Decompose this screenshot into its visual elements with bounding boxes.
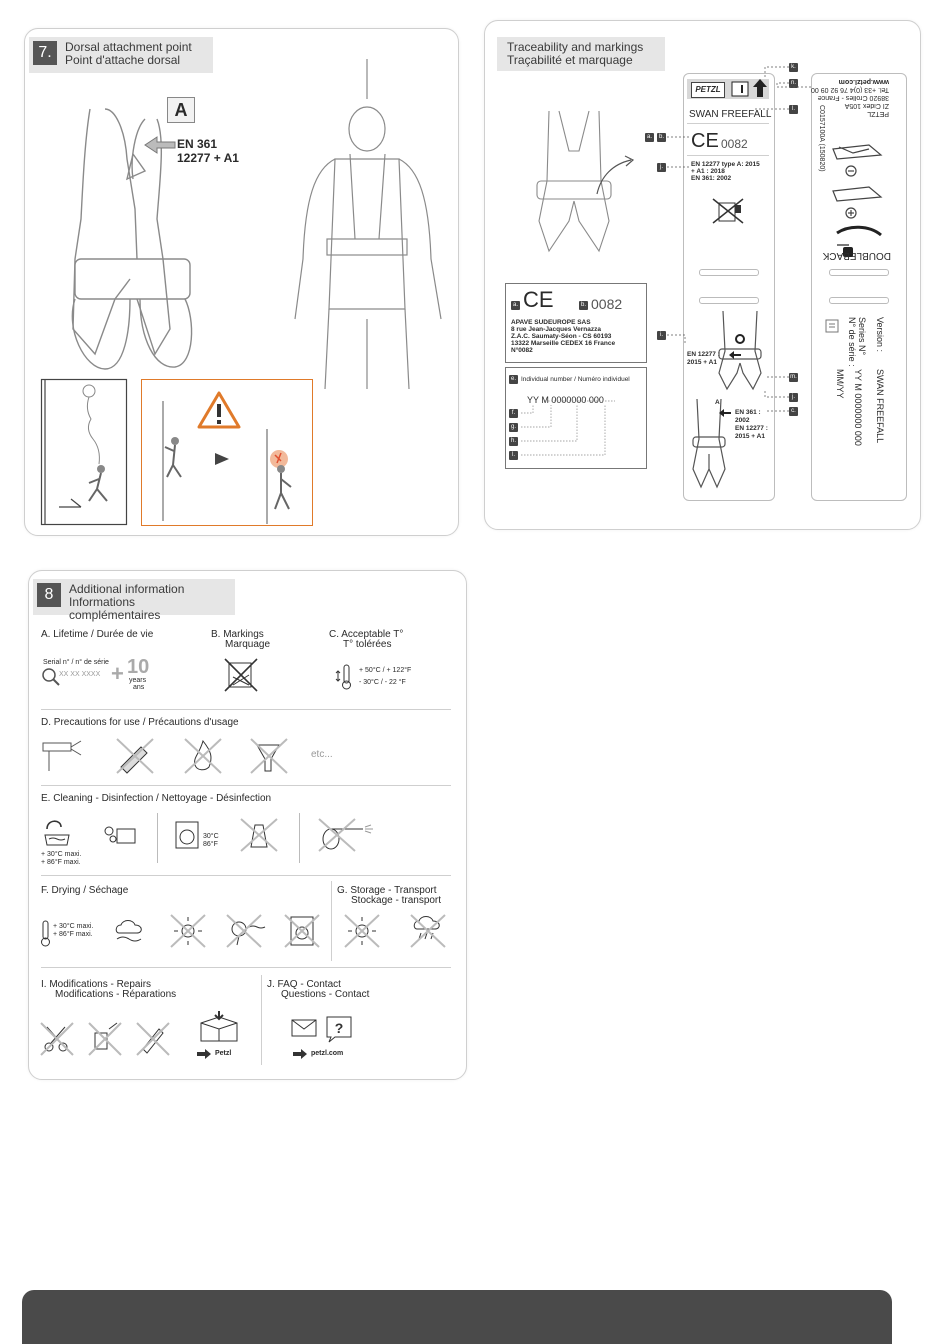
temp-hot: + 50°C / + 122°F bbox=[359, 667, 412, 674]
series-label-2: N° de série : bbox=[847, 317, 857, 367]
point-letter-box: A bbox=[167, 97, 195, 123]
manufacture-date: MM/YY bbox=[835, 369, 845, 399]
tag-a: a. bbox=[646, 134, 652, 140]
no-dryer-machine-icon bbox=[283, 913, 321, 949]
tag-m: m. bbox=[790, 374, 797, 380]
apave-line-4: 13322 Marseille CEDEX 16 France bbox=[511, 340, 616, 347]
reference-code: C0157100A (150820) bbox=[818, 105, 825, 172]
envelope-icon bbox=[291, 1019, 317, 1037]
tag-f: f. bbox=[509, 409, 518, 418]
modif-title-en: I. Modifications - Repairs bbox=[41, 979, 152, 990]
lifetime-plus: + bbox=[111, 661, 124, 686]
no-chemicals-icon bbox=[249, 737, 289, 775]
wash-temp-f: 86°F bbox=[203, 841, 218, 848]
strip-norm-12277-a1: 2015 + A1 bbox=[687, 359, 717, 366]
section-number: 8 bbox=[37, 583, 61, 607]
markings-title-fr: Marquage bbox=[225, 639, 271, 650]
tag-a-apave: a. bbox=[512, 302, 518, 308]
tag-j: j. bbox=[789, 393, 798, 402]
address-3: 38920 Crolles - France bbox=[817, 94, 889, 101]
strip-norm-361: EN 361 : bbox=[735, 409, 761, 416]
storage-title-en: G. Storage - Transport bbox=[337, 885, 437, 896]
tag-i: i. bbox=[657, 331, 666, 340]
no-sewing-icon bbox=[87, 1021, 123, 1057]
air-dry-icon bbox=[113, 919, 147, 945]
doubleback-label: DOUBLEBACK bbox=[822, 250, 891, 261]
version-value: SWAN FREEFALL bbox=[875, 369, 885, 444]
individual-number-label: Individual number / Numéro individuel bbox=[521, 376, 630, 383]
section-8-panel bbox=[28, 570, 467, 1080]
series-value: YY M 0000000 000 bbox=[853, 369, 863, 446]
arrow-icon bbox=[145, 137, 175, 153]
norm-en361: EN 361 bbox=[177, 137, 218, 151]
fall-arrest-diagram bbox=[41, 379, 127, 525]
drying-temp-f: + 86°F maxi. bbox=[53, 931, 93, 938]
tag-l-ind: l. bbox=[509, 451, 518, 460]
apave-line-5: N°0082 bbox=[511, 347, 533, 354]
series-label-1: Series N° bbox=[857, 317, 867, 356]
traceability-title-fr: Traçabilité et marquage bbox=[507, 53, 633, 67]
section-number: 7. bbox=[33, 41, 57, 65]
person-back-illustration bbox=[295, 59, 465, 389]
section-7-header bbox=[29, 37, 213, 73]
label-slot bbox=[829, 269, 889, 276]
faq-title-fr: Questions - Contact bbox=[281, 989, 370, 1000]
section-title-en: Additional information bbox=[69, 582, 185, 596]
apave-line-1: APAVE SUDEUROPE SAS bbox=[511, 319, 591, 326]
magnifier-icon bbox=[41, 667, 61, 687]
strip-norm-12277-b-a1: 2015 + A1 bbox=[735, 433, 765, 440]
strip-norm-361-year: 2002 bbox=[735, 417, 750, 424]
tag-b-apave: b. bbox=[580, 302, 586, 308]
serial-label: Serial n° / n° de série bbox=[43, 659, 109, 666]
temp-title-fr: T° tolérées bbox=[343, 639, 392, 650]
no-engraving-icon bbox=[223, 657, 259, 693]
precautions-title: D. Precautions for use / Précautions d'usage bbox=[41, 717, 239, 728]
tag-g: g. bbox=[510, 424, 516, 430]
lifetime-years-en: years bbox=[129, 677, 147, 684]
version-label: Version : bbox=[875, 317, 885, 353]
norms-line-3: EN 361: 2002 bbox=[691, 175, 732, 182]
section-8-header bbox=[33, 579, 235, 622]
petzl-web: www.petzl.com bbox=[838, 78, 889, 85]
tag-j: j. bbox=[657, 163, 666, 172]
apave-ce-mark: CE bbox=[523, 287, 554, 312]
thermometer-icon bbox=[39, 919, 53, 949]
question-bubble-icon bbox=[325, 1015, 353, 1043]
address-4: Tel. +33 (0)4 76 92 09 00 bbox=[810, 86, 889, 93]
no-sun-icon bbox=[343, 913, 381, 949]
tag-e: e. bbox=[510, 376, 516, 382]
cleaning-title: E. Cleaning - Disinfection / Nettoyage - Désinfection bbox=[41, 793, 272, 804]
faq-title-en: J. FAQ - Contact bbox=[267, 979, 341, 990]
drying-temp-c: + 30°C maxi. bbox=[53, 923, 94, 930]
no-hairdryer-icon bbox=[225, 913, 267, 949]
thermometer-icon bbox=[335, 663, 355, 691]
section-title-fr: Informations complémentaires bbox=[69, 595, 161, 622]
address-2: ZI Cidex 105A bbox=[844, 102, 889, 109]
info-icon bbox=[825, 319, 839, 333]
ce-mark: CE bbox=[691, 130, 719, 152]
apave-line-2: 8 rue Jean-Jacques Vernazza bbox=[511, 326, 601, 333]
no-pressure-washer-icon bbox=[317, 817, 379, 853]
precautions-etc: etc... bbox=[311, 749, 333, 760]
label-slot bbox=[829, 297, 889, 304]
no-fire-icon bbox=[183, 737, 223, 775]
traceability-title-en: Traceability and markings bbox=[507, 40, 644, 54]
footer-bar bbox=[22, 1290, 892, 1344]
no-marker-icon bbox=[135, 1021, 171, 1057]
storage-title-fr: Stockage - transport bbox=[351, 895, 442, 906]
apave-line-3: Z.A.C. Saumaty-Séon - CS 60193 bbox=[511, 333, 612, 340]
ce-number: 0082 bbox=[721, 137, 748, 151]
temp-title-en: C. Acceptable T° bbox=[329, 629, 404, 640]
right-arrow-icon bbox=[293, 1049, 307, 1059]
no-scissors-icon bbox=[39, 1021, 75, 1057]
no-sun-icon bbox=[169, 913, 207, 949]
lifetime-years-number: 10 bbox=[127, 656, 150, 678]
buckle-diagram-icon bbox=[829, 141, 889, 261]
cleaning-temp-f: + 86°F maxi. bbox=[41, 859, 81, 866]
norm-12277: 12277 + A1 bbox=[177, 151, 239, 165]
no-cutter-icon bbox=[115, 737, 155, 775]
tag-b: b. bbox=[658, 134, 664, 140]
tag-c: c. bbox=[789, 407, 798, 416]
tag-k: k. bbox=[789, 63, 798, 72]
traceability-panel bbox=[484, 20, 921, 530]
temp-cold: - 30°C / - 22 °F bbox=[359, 679, 406, 686]
modif-title-fr: Modifications - Réparations bbox=[55, 989, 177, 1000]
hand-wash-icon bbox=[43, 815, 73, 847]
apave-ce-number: 0082 bbox=[591, 296, 623, 312]
drying-title: F. Drying / Séchage bbox=[41, 885, 129, 896]
norms-line-1: EN 12277 type A: 2015 bbox=[691, 161, 760, 168]
strip-letter-a: A bbox=[715, 399, 720, 406]
tag-h: h. bbox=[510, 438, 516, 444]
no-bleach-icon bbox=[239, 817, 279, 853]
warning-icon bbox=[197, 391, 241, 429]
individual-number-leaders bbox=[505, 367, 645, 467]
no-rain-icon bbox=[409, 913, 447, 949]
strip-norm-12277-b: EN 12277 : bbox=[735, 425, 768, 432]
section-7-panel bbox=[24, 28, 459, 536]
climber-impact-illustration bbox=[253, 429, 303, 524]
wash-temp-c: 30°C bbox=[203, 833, 219, 840]
section-title-en: Dorsal attachment point bbox=[65, 40, 192, 54]
cleaning-temp-c: + 30°C maxi. bbox=[41, 851, 82, 858]
petzl-brand: PETZL bbox=[691, 82, 725, 98]
faq-destination: petzl.com bbox=[311, 1050, 344, 1057]
lifetime-title: A. Lifetime / Durée de vie bbox=[41, 629, 154, 640]
washing-machine-icon bbox=[175, 821, 199, 849]
section-title-fr: Point d'attache dorsal bbox=[65, 53, 181, 67]
strip-norm-12277: EN 12277 : bbox=[687, 351, 720, 358]
right-arrow-icon bbox=[197, 1049, 211, 1059]
return-box-icon bbox=[197, 1011, 241, 1045]
markings-title-en: B. Markings bbox=[211, 629, 264, 640]
serial-value: XX XX XXXX bbox=[59, 671, 101, 678]
play-arrow-icon bbox=[215, 453, 229, 465]
tag-l: l. bbox=[789, 105, 798, 114]
tag-n: n. bbox=[790, 80, 796, 86]
no-edges-icon bbox=[41, 737, 85, 775]
lifetime-years-fr: ans bbox=[133, 684, 145, 691]
modif-destination: Petzl bbox=[215, 1050, 232, 1057]
norms-line-2: + A1 : 2018 bbox=[691, 168, 725, 175]
svg-text:?: ? bbox=[334, 1020, 344, 1036]
soap-icon bbox=[103, 821, 137, 847]
model-name: SWAN FREEFALL bbox=[689, 109, 772, 120]
address-1: PETZL bbox=[867, 110, 889, 117]
climber-before-illustration bbox=[153, 401, 193, 521]
individual-number-format: YY M 0000000 000 bbox=[527, 395, 604, 405]
